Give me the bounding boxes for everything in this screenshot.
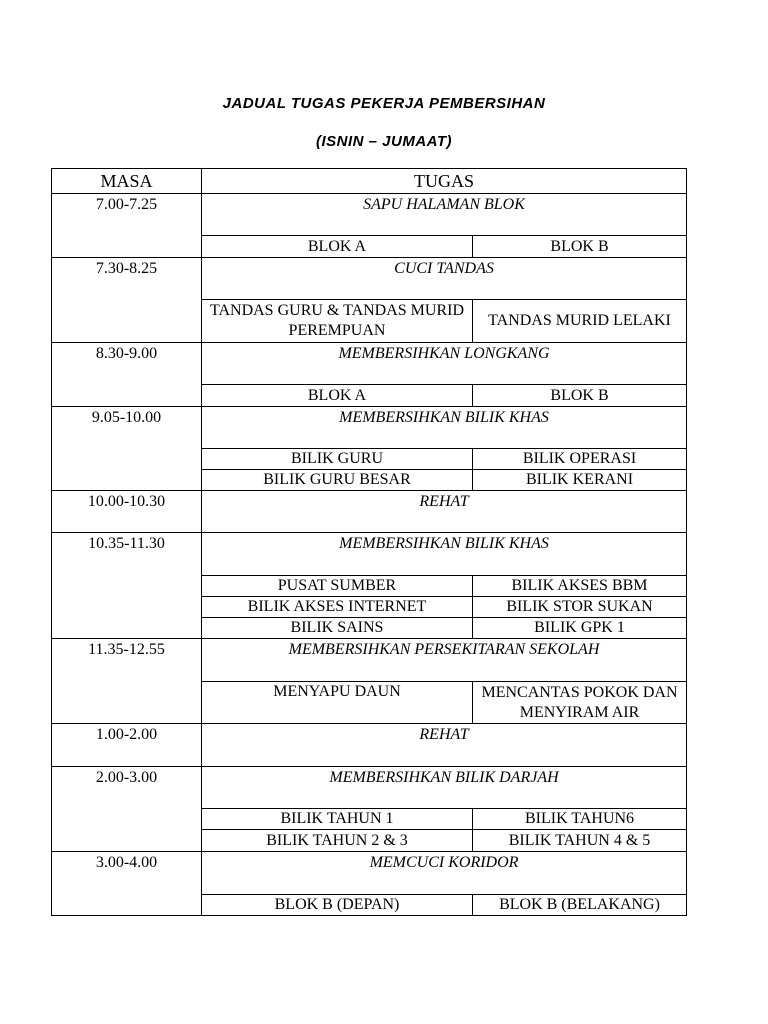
area-cell: BLOK A (202, 236, 473, 258)
area-cell: PUSAT SUMBER (202, 576, 473, 597)
header-masa: MASA (52, 169, 202, 194)
area-cell: BILIK OPERASI (473, 449, 687, 470)
task-cell: REHAT (202, 724, 687, 767)
time-cell: 7.00-7.25 (52, 194, 202, 258)
time-cell: 9.05-10.00 (52, 407, 202, 491)
area-cell: BILIK TAHUN 2 & 3 (202, 830, 473, 852)
area-cell: BLOK B (DEPAN) (202, 895, 473, 916)
task-cell: MEMBERSIHKAN BILIK DARJAH (202, 767, 687, 809)
time-cell: 1.00-2.00 (52, 724, 202, 767)
task-cell: MEMBERSIHKAN BILIK KHAS (202, 533, 687, 576)
task-cell: CUCI TANDAS (202, 258, 687, 300)
task-cell: MEMCUCI KORIDOR (202, 852, 687, 895)
area-cell: BILIK AKSES BBM (473, 576, 687, 597)
area-cell: BILIK SAINS (202, 618, 473, 639)
time-cell: 7.30-8.25 (52, 258, 202, 343)
area-cell: BILIK TAHUN 1 (202, 809, 473, 830)
task-cell: SAPU HALAMAN BLOK (202, 194, 687, 236)
task-cell: REHAT (202, 491, 687, 533)
area-cell: BILIK GURU BESAR (202, 470, 473, 491)
time-cell: 3.00-4.00 (52, 852, 202, 916)
duty-schedule-table (51, 168, 687, 916)
task-cell: MEMBERSIHKAN PERSEKITARAN SEKOLAH (202, 639, 687, 682)
header-tugas: TUGAS (202, 169, 687, 194)
area-cell: TANDAS GURU & TANDAS MURID PEREMPUAN (202, 300, 473, 343)
area-cell: MENYAPU DAUN (202, 682, 473, 724)
area-cell: BLOK B (473, 385, 687, 407)
area-cell: BLOK A (202, 385, 473, 407)
area-cell: MENCANTAS POKOK DAN MENYIRAM AIR (473, 682, 687, 724)
time-cell: 10.00-10.30 (52, 491, 202, 533)
area-cell: BILIK STOR SUKAN (473, 597, 687, 618)
area-cell: BLOK B (473, 236, 687, 258)
task-cell: MEMBERSIHKAN BILIK KHAS (202, 407, 687, 449)
area-cell: BILIK GPK 1 (473, 618, 687, 639)
area-cell: BILIK GURU (202, 449, 473, 470)
document-subtitle: (ISNIN – JUMAAT) (315, 133, 453, 150)
area-cell: BILIK TAHUN6 (473, 809, 687, 830)
area-cell: BILIK AKSES INTERNET (202, 597, 473, 618)
time-cell: 11.35-12.55 (52, 639, 202, 724)
area-cell: BILIK TAHUN 4 & 5 (473, 830, 687, 852)
time-cell: 8.30-9.00 (52, 343, 202, 407)
time-cell: 2.00-3.00 (52, 767, 202, 852)
area-cell: TANDAS MURID LELAKI (473, 300, 687, 343)
area-cell: BLOK B (BELAKANG) (473, 895, 687, 916)
task-cell: MEMBERSIHKAN LONGKANG (202, 343, 687, 385)
area-cell: BILIK KERANI (473, 470, 687, 491)
document-title: JADUAL TUGAS PEKERJA PEMBERSIHAN (222, 95, 546, 112)
time-cell: 10.35-11.30 (52, 533, 202, 639)
